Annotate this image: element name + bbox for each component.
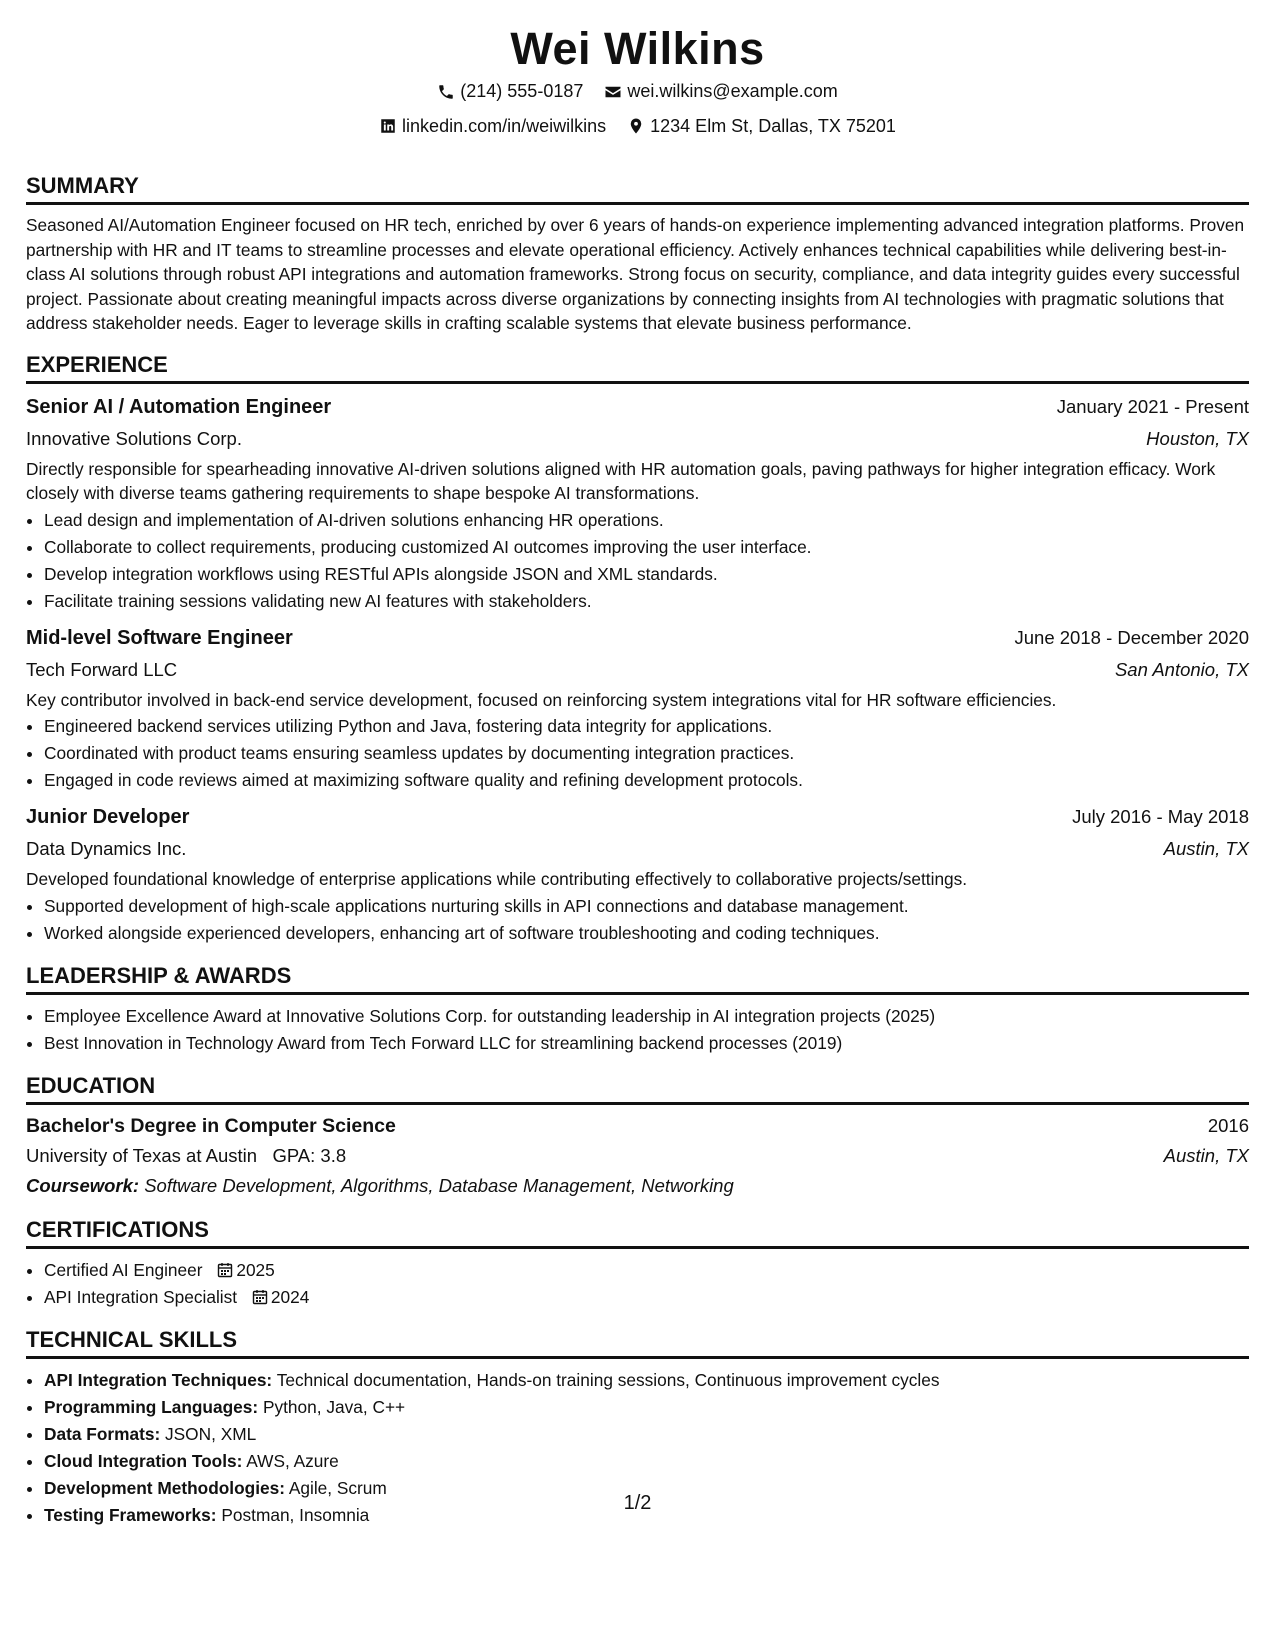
job-bullet: • Lead design and implementation of AI-driven solutions enhancing HR operations. [44, 507, 1249, 534]
job-bullets [26, 893, 1249, 947]
job-bullet: • Supported development of high-scale applications nurturing skills in API connections and database management. [44, 893, 1249, 920]
job-bullet: • Develop integration workflows using RESTful APIs alongside JSON and XML standards. [44, 561, 1249, 588]
envelope-icon [604, 83, 622, 101]
skill-value: Agile, Scrum [288, 1477, 387, 1498]
skill-label: Testing Frameworks: [44, 1504, 217, 1525]
candidate-name: Wei Wilkins [510, 23, 765, 74]
contact-line-2 [26, 111, 1249, 146]
skill-label: Data Formats: [44, 1423, 161, 1444]
school-location: Austin, TX [1163, 1144, 1249, 1166]
certification-item [44, 1284, 1249, 1311]
skill-label: Cloud Integration Tools: [44, 1450, 243, 1471]
certifications-list [26, 1257, 1249, 1311]
graduation-year: 2016 [1207, 1114, 1249, 1136]
job-location: Austin, TX [1163, 838, 1249, 859]
coursework-label: Coursework: [26, 1174, 140, 1196]
job-entry [26, 622, 1249, 795]
certification-name: Certified AI Engineer [44, 1259, 203, 1280]
skill-value: JSON, XML [165, 1423, 257, 1444]
calendar-icon [217, 1262, 233, 1278]
job-title: Senior AI / Automation Engineer [26, 395, 332, 418]
job-bullet: • Worked alongside experienced developers, enhancing art of software troubleshooting and coding techniques. [44, 920, 1249, 947]
job-company: Innovative Solutions Corp. [26, 427, 242, 449]
gpa-text: GPA: 3.8 [272, 1144, 347, 1166]
school-line [26, 1141, 346, 1171]
degree-title: Bachelor's Degree in Computer Science [26, 1114, 396, 1137]
job-company: Tech Forward LLC [26, 658, 178, 680]
job-location: Houston, TX [1146, 427, 1249, 449]
skill-value: AWS, Azure [246, 1450, 339, 1471]
skills-heading: TECHNICAL SKILLS [26, 1327, 1249, 1359]
email-text[interactable]: wei.wilkins@example.com [627, 81, 838, 101]
leadership-heading: LEADERSHIP & AWARDS [26, 963, 1249, 995]
job-bullet: • Coordinated with product teams ensuring seamless updates by documenting integration practices. [44, 740, 1249, 767]
phone-icon [437, 83, 455, 101]
certification-item [44, 1257, 1249, 1284]
award-item: • Best Innovation in Technology Award from Tech Forward LLC for streamlining backend processes (2019) [44, 1030, 1249, 1057]
job-location: San Antonio, TX [1114, 658, 1249, 680]
skill-label: Programming Languages: [44, 1396, 259, 1417]
job-bullet: • Engaged in code reviews aimed at maximizing software quality and refining development protocols. [44, 767, 1249, 794]
certification-year: 2024 [270, 1286, 310, 1307]
skill-item [44, 1367, 1249, 1394]
job-title: Mid-level Software Engineer [26, 626, 293, 649]
job-bullet: • Engineered backend services utilizing Python and Java, fostering data integrity for applications. [44, 713, 1249, 740]
address-contact [627, 111, 896, 142]
experience-heading: EXPERIENCE [26, 352, 1249, 384]
job-bullet: • Collaborate to collect requirements, producing customized AI outcomes improving the user interface. [44, 534, 1249, 561]
skill-value: Python, Java, C++ [262, 1396, 406, 1417]
job-bullet: • Facilitate training sessions validating new AI features with stakeholders. [44, 588, 1249, 615]
certification-year: 2025 [236, 1259, 275, 1280]
skill-value: Technical documentation, Hands-on training sessions, Continuous improvement cycles [276, 1369, 940, 1390]
job-entry [26, 391, 1249, 615]
job-dates: July 2016 - May 2018 [1072, 806, 1249, 827]
phone-contact [437, 76, 583, 107]
skill-item [44, 1421, 1249, 1448]
skill-label: Development Methodologies: [44, 1477, 285, 1498]
map-pin-icon [627, 117, 645, 135]
phone-text: (214) 555-0187 [460, 81, 584, 101]
job-entry [26, 801, 1249, 947]
job-company: Data Dynamics Inc. [26, 838, 187, 859]
job-dates: June 2018 - December 2020 [1014, 626, 1249, 648]
summary-text: Seasoned AI/Automation Engineer focused on HR tech, enriched by over 6 years of hands-on experience implementing advanced integration platforms. Proven partnership with HR and IT teams to streamline processes and elevate operational efficiency. Actively enhances technical capabilities while delivering best-in-class AI solutions through robust API integrations and automation frameworks. Strong focus on security, compliance, and data integrity guides every successful project. Passionate about creating meaningful impacts across diverse organizations by connecting insights from AI technologies with pragmatic solutions that address stakeholder needs. Eager to leverage skills in crafting scalable systems that elevate business performance. [26, 215, 1245, 333]
school-name: University of Texas at Austin [26, 1144, 258, 1166]
job-bullets [26, 507, 1249, 615]
skill-value: Postman, Insomnia [221, 1504, 370, 1525]
page-number: 1/2 [623, 1492, 652, 1514]
coursework-text: Software Development, Algorithms, Database Management, Networking [144, 1174, 734, 1196]
job-description: Directly responsible for spearheading innovative AI-driven solutions aligned with HR automation goals, paving pathways for higher integration efficacy. Work closely with diverse teams gathering requirements to shape bespoke AI transformations. [26, 458, 1216, 503]
award-item: • Employee Excellence Award at Innovative Solutions Corp. for outstanding leadership in AI integration projects (2025) [44, 1003, 1249, 1030]
linkedin-contact[interactable] [379, 111, 606, 142]
address-text: 1234 Elm St, Dallas, TX 75201 [650, 115, 896, 136]
job-bullets [26, 713, 1249, 794]
resume-page [26, 0, 1249, 1529]
calendar-icon [252, 1289, 268, 1305]
coursework-line [26, 1171, 1249, 1201]
email-contact[interactable] [604, 76, 837, 107]
linkedin-text[interactable]: linkedin.com/in/weiwilkins [402, 115, 607, 136]
certification-name: API Integration Specialist [44, 1286, 238, 1307]
summary-heading: SUMMARY [26, 173, 1249, 205]
skill-item [44, 1394, 1249, 1421]
job-dates: January 2021 - Present [1056, 395, 1249, 417]
job-description: Key contributor involved in back-end service development, focused on reinforcing system integrations vital for HR software efficiencies. [26, 689, 1057, 710]
job-title: Junior Developer [26, 806, 190, 828]
education-heading: EDUCATION [26, 1073, 1249, 1105]
skill-label: API Integration Techniques: [44, 1369, 273, 1390]
job-description: Developed foundational knowledge of enterprise applications while contributing effectively to collaborative projects/settings. [26, 869, 968, 889]
awards-list [26, 1003, 1249, 1057]
skill-item [44, 1448, 1249, 1475]
contact-line-1 [26, 76, 1249, 111]
linkedin-icon [379, 117, 397, 135]
education-entry [26, 1111, 1249, 1201]
certifications-heading: CERTIFICATIONS [26, 1217, 1249, 1249]
